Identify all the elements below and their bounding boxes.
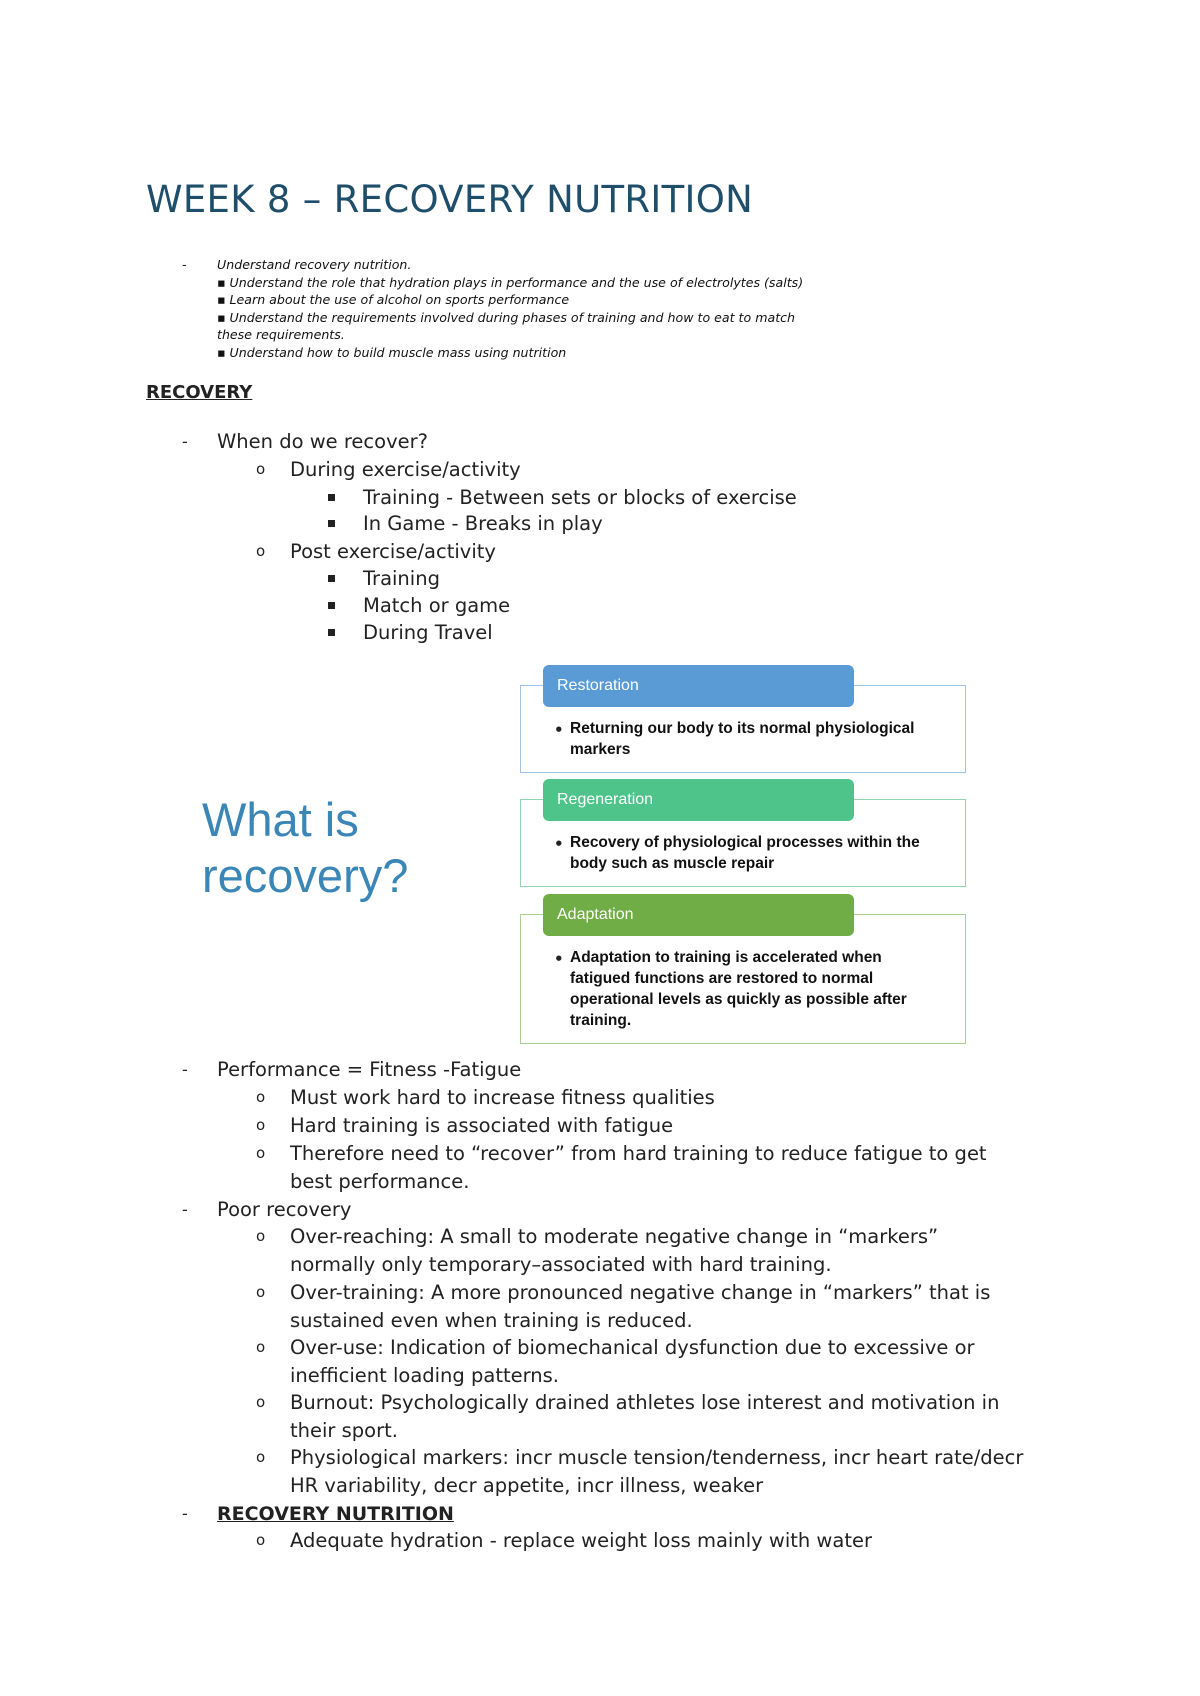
list-item-continued: normally only temporary–associated with hard training. <box>290 1253 832 1276</box>
circle-marker: o <box>256 542 266 560</box>
performance-equation: Performance = Fitness -Fatigue <box>217 1058 522 1081</box>
objective-item: ▪ Understand how to build muscle mass using nutrition <box>217 344 567 360</box>
objectives-dash: - <box>182 258 187 273</box>
list-item: Therefore need to “recover” from hard training to reduce fatigue to get <box>290 1142 987 1165</box>
recovery-line: recovery? <box>202 849 409 902</box>
list-item: Hard training is associated with fatigue <box>290 1114 674 1137</box>
page-title: WEEK 8 – RECOVERY NUTRITION <box>146 178 754 221</box>
when-question: When do we recover? <box>217 430 428 453</box>
circle-marker: o <box>256 1338 266 1356</box>
square-bullet-icon <box>328 494 335 501</box>
card-title: Restoration <box>543 665 854 707</box>
post-exercise: Post exercise/activity <box>290 540 496 563</box>
list-item-continued: inefficient loading patterns. <box>290 1364 560 1387</box>
list-item: Over-training: A more pronounced negative change in “markers” that is <box>290 1281 991 1304</box>
dash-marker: - <box>182 432 188 451</box>
during-exercise: During exercise/activity <box>290 458 521 481</box>
poor-recovery: Poor recovery <box>217 1198 352 1221</box>
circle-marker: o <box>256 1227 266 1245</box>
card-text: Returning our body to its normal physiological markers <box>570 720 915 758</box>
list-item: Training - Between sets or blocks of exercise <box>363 486 797 509</box>
dash-marker: - <box>182 1504 188 1523</box>
circle-marker: o <box>256 1393 266 1411</box>
dash-marker: - <box>182 1060 188 1079</box>
list-item: In Game - Breaks in play <box>363 512 603 535</box>
circle-marker: o <box>256 1448 266 1466</box>
circle-marker: o <box>256 1088 266 1106</box>
list-item: Physiological markers: incr muscle tension/tenderness, incr heart rate/decr <box>290 1446 1024 1469</box>
square-bullet-icon <box>328 520 335 527</box>
dash-marker: - <box>182 1200 188 1219</box>
what-is-recovery-text <box>202 792 408 904</box>
list-item-continued: best performance. <box>290 1170 470 1193</box>
objective-item: ▪ Learn about the use of alcohol on sports performance <box>217 292 570 307</box>
card-title: Adaptation <box>543 894 854 936</box>
what-is-line: What is <box>202 793 359 846</box>
circle-marker: o <box>256 1531 266 1549</box>
list-item-continued: sustained even when training is reduced. <box>290 1309 693 1332</box>
recovery-nutrition-heading: RECOVERY NUTRITION <box>217 1503 454 1525</box>
square-bullet-icon <box>328 602 335 609</box>
objective-item: ▪ Understand the requirements involved during phases of training and how to eat to match <box>217 309 796 325</box>
circle-marker: o <box>256 1283 266 1301</box>
list-item-continued: their sport. <box>290 1419 398 1442</box>
bullet-icon: • <box>554 721 564 739</box>
list-item: Adequate hydration - replace weight loss mainly with water <box>290 1529 872 1552</box>
square-bullet-icon <box>328 629 335 636</box>
circle-marker: o <box>256 460 266 478</box>
list-item: Must work hard to increase fitness qualities <box>290 1086 715 1109</box>
card-title: Regeneration <box>543 779 854 821</box>
objective-item: ▪ Understand the role that hydration plays in performance and the use of electrolytes (salts) <box>217 274 804 290</box>
objectives-list <box>217 256 857 361</box>
list-item: Over-reaching: A small to moderate negative change in “markers” <box>290 1225 939 1248</box>
list-item: During Travel <box>363 621 493 644</box>
list-item: Match or game <box>363 594 511 617</box>
objective-item: Understand recovery nutrition. <box>217 257 412 272</box>
circle-marker: o <box>256 1144 266 1162</box>
circle-marker: o <box>256 1116 266 1134</box>
list-item: Burnout: Psychologically drained athletes lose interest and motivation in <box>290 1391 1000 1414</box>
card-text: Recovery of physiological processes within the body such as muscle repair <box>570 834 920 872</box>
list-item: Over-use: Indication of biomechanical dysfunction due to excessive or <box>290 1336 975 1359</box>
bullet-icon: • <box>554 950 564 968</box>
recovery-heading: RECOVERY <box>146 382 253 403</box>
list-item-continued: HR variability, decr appetite, incr illness, weaker <box>290 1474 764 1497</box>
bullet-icon: • <box>554 835 564 853</box>
card-text: Adaptation to training is accelerated when fatigued functions are restored to normal operational levels as quickly as possible after training. <box>570 949 907 1029</box>
list-item: Training <box>363 567 440 590</box>
objective-item: these requirements. <box>217 327 345 342</box>
square-bullet-icon <box>328 575 335 582</box>
